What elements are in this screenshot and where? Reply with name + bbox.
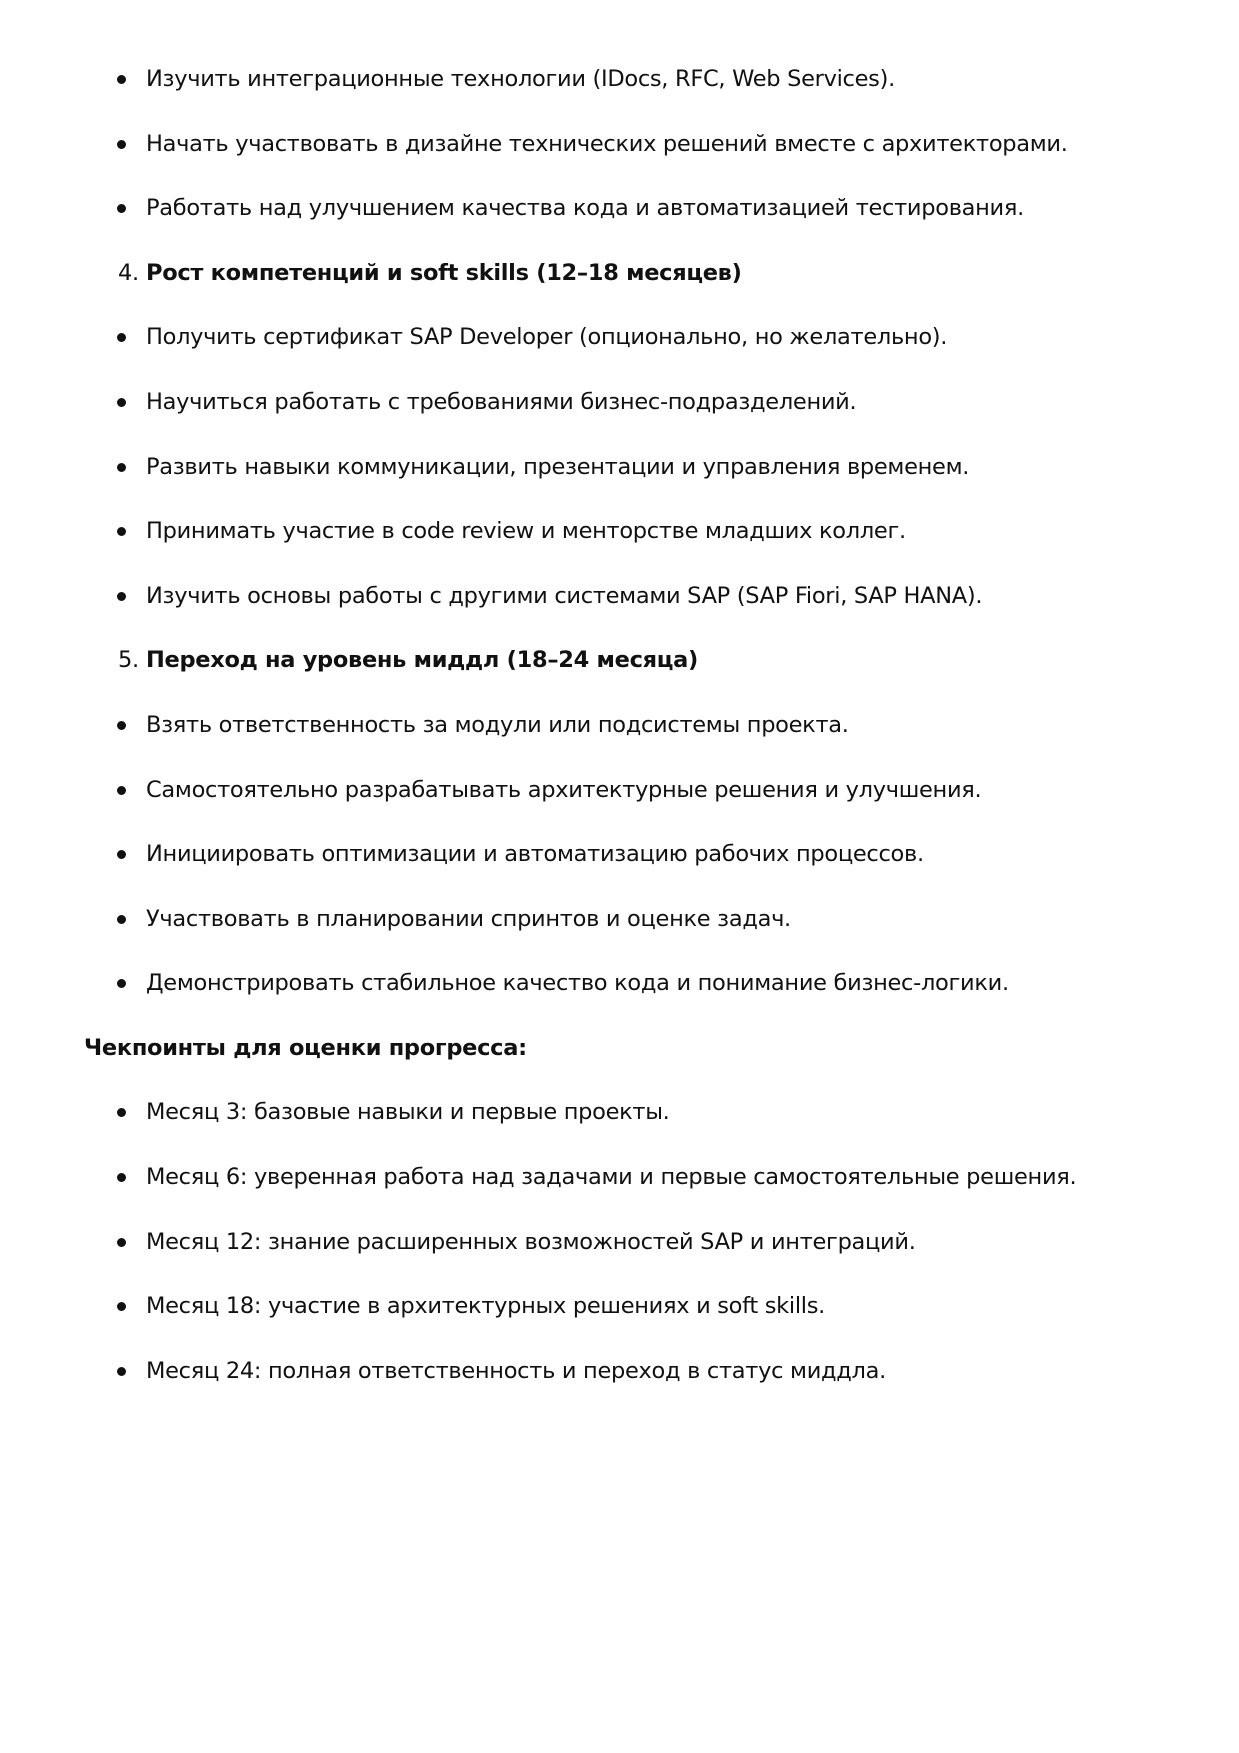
bullet-icon xyxy=(117,915,126,924)
bullet-icon xyxy=(117,1173,126,1182)
bullet-icon xyxy=(117,721,126,730)
section-title: Рост компетенций и soft skills (12–18 месяцев) xyxy=(146,260,742,286)
bullet-icon xyxy=(117,1302,126,1311)
section-number: 4. xyxy=(118,260,139,286)
bullet-icon xyxy=(117,1238,126,1247)
bullet-icon xyxy=(117,592,126,601)
bullet-icon xyxy=(117,398,126,407)
bullet-icon xyxy=(117,140,126,149)
bullet-icon xyxy=(117,786,126,795)
bullet-icon xyxy=(117,463,126,472)
bullet-icon xyxy=(117,850,126,859)
bullet-icon xyxy=(117,979,126,988)
bullet-icon xyxy=(117,1367,126,1376)
document-page: Изучить интеграционные технологии (IDocs, RFC, Web Services). Начать участвовать в дизайне технических решений вместе с архитекторами. Работать над улучшением качества кода и автоматизацией тестирования. 4. Рост компетенций и soft skills (12–18 месяцев) Получить сертификат SAP Developer (опционально, но желательно). Научиться работать с требованиями бизнес-подразделений. Развить навыки коммуникации, презентации и управления временем. Принимать участие в code review и менторстве младших коллег. Изучить основы работы с другими системами SAP (SAP Fiori, SAP HANA). 5. Переход на уровень миддл (18–24 месяца) Взять ответственность за модули или подсистемы проекта. Самостоятельно разрабатывать архитектурные решения и улучшения. Инициировать оптимизации и автоматизацию рабочих процессов. Участвовать в планировании спринтов и оценке задач. Демонстрировать стабильное качество кода и понимание бизнес-логики. Чекпоинты для оценки прогресса: Месяц 3: базовые навыки и первые проекты. Месяц 6: уверенная работа над задачами и первые самостоятельные решения. Месяц 12: знание расширенных возможностей SAP и интеграций. Месяц 18: участие в архитектурных решениях и soft skills. Месяц 24: полная ответственность и переход в статус миддла. xyxy=(84,66,1077,1384)
bullet-icon xyxy=(117,527,126,536)
bullet-icon xyxy=(117,1108,126,1117)
bullet-icon xyxy=(117,204,126,213)
section-number: 5. xyxy=(118,647,139,673)
bullet-icon xyxy=(117,75,126,84)
bullet-icon xyxy=(117,333,126,342)
section-title: Переход на уровень миддл (18–24 месяца) xyxy=(146,647,699,673)
